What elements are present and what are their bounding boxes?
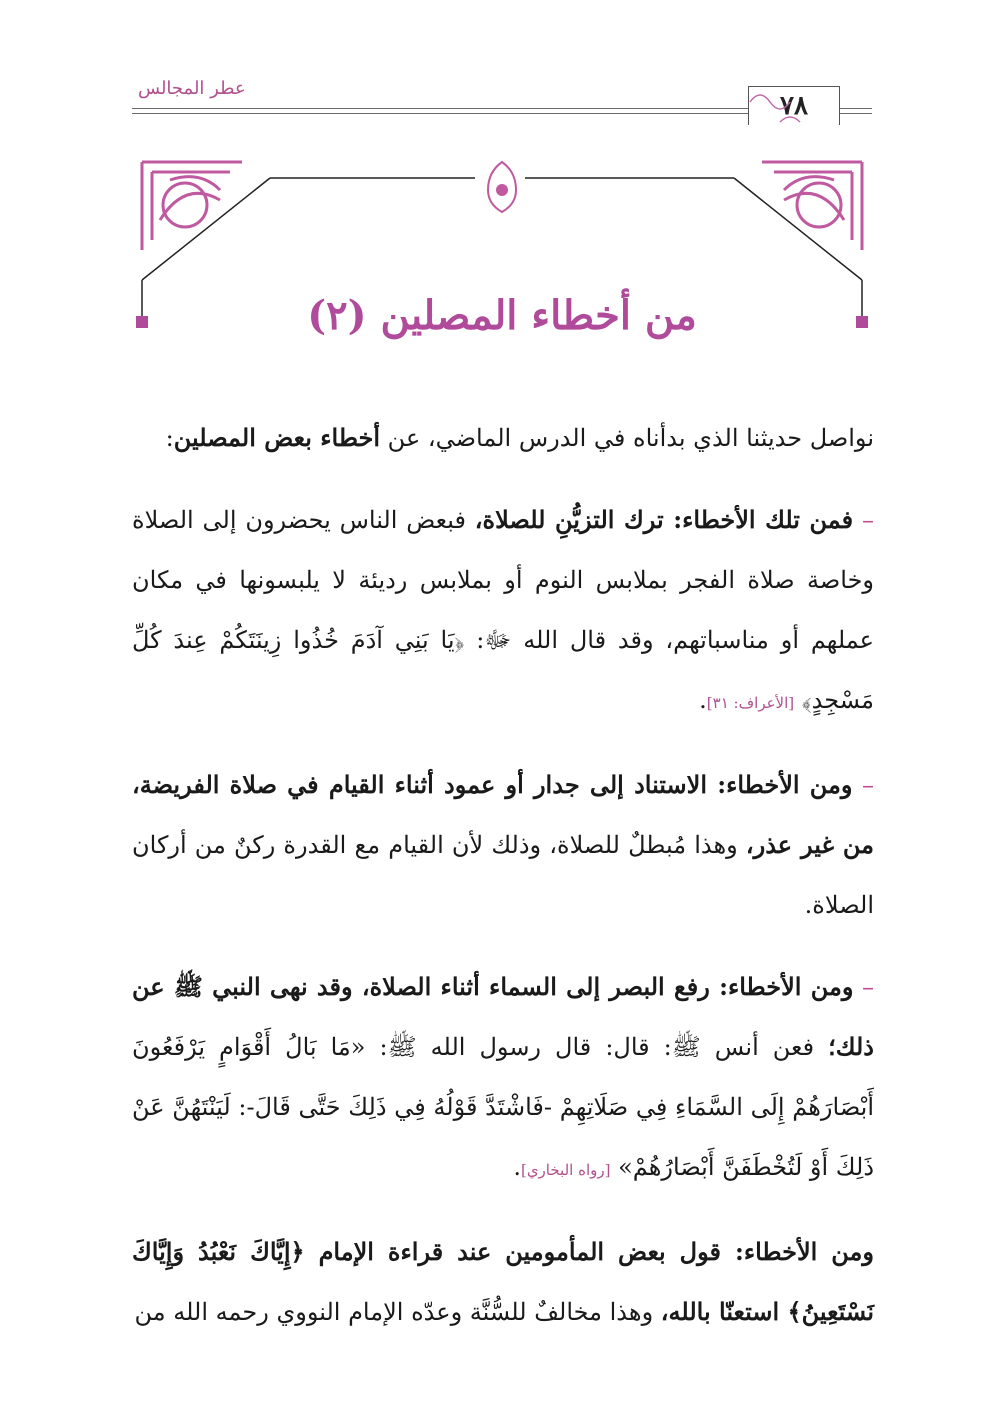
paragraph-gaze: [132, 957, 874, 1200]
page-number: ٧٨: [748, 86, 840, 125]
gaze-heading: ومن الأخطاء: رفع البصر إلى السماء أثناء الصلاة، وقد نهى النبي ﷺ عن ذلك؛: [132, 972, 874, 1061]
paragraph-istaana: [132, 1222, 874, 1342]
istaana-heading: ومن الأخطاء: قول بعض المأمومين عند قراءة الإمام ﴿إِيَّاكَ نَعْبُدُ وَإِيَّاكَ نَسْتَعِينُ﴾ استعنّا بالله،: [132, 1237, 875, 1326]
list-dash: –: [862, 771, 874, 799]
chapter-title: من أخطاء المصلين (٢): [307, 292, 697, 339]
page-body: [132, 408, 874, 1364]
quran-verse: ﴿يَا بَنِي آدَمَ خُذُوا زِينَتَكُمْ عِندَ كُلِّ مَسْجِدٍ﴾: [132, 626, 874, 714]
paragraph-leaning: [132, 755, 874, 935]
hadith-reference: [رواه البخاري]: [520, 1161, 611, 1179]
istaana-text: وهذا مخالفٌ للسُّنَّة وعدّه الإمام النووي رحمه الله من: [134, 1298, 661, 1326]
adornment-text: فبعض الناس يحضرون إلى الصلاة وخاصة صلاة الفجر بملابس النوم أو بملابس رديئة لا يلبسونها في مكان عملهم أو مناسباتهم، وقد قال الله ﷻ:: [132, 506, 874, 654]
period: .: [699, 686, 707, 714]
gaze-text: فعن أنس ﷺ: قال: قال رسول الله ﷺ:: [365, 1033, 829, 1061]
page-number-ornament-icon: [740, 82, 810, 132]
verse-reference: [الأعراف: ٣١]: [706, 694, 795, 712]
list-dash: –: [862, 973, 874, 1001]
running-header-title: عطر المجالس: [138, 78, 246, 99]
leaning-heading: ومن الأخطاء: الاستناد إلى جدار أو عمود أثناء القيام في صلاة الفريضة، من غير عذر،: [132, 770, 875, 859]
adornment-heading: فمن تلك الأخطاء: ترك التزيُّنِ للصلاة،: [474, 505, 854, 534]
paragraph-adornment: [132, 490, 874, 733]
list-dash: –: [861, 506, 874, 534]
intro-colon: :: [165, 424, 174, 452]
paragraph-intro: [132, 408, 874, 468]
intro-text: نواصل حديثنا الذي بدأناه في الدرس الماضي، عن: [380, 424, 874, 452]
hadith-text: «مَا بَالُ أَقْوَامٍ يَرْفَعُونَ أَبْصَارَهُمْ إِلَى السَّمَاءِ فِي صَلَاتِهِمْ -فَاشْتَدَّ قَوْلُهُ فِي ذَلِكَ حَتَّى قَالَ-: لَيَنْتَهُنَّ عَنْ ذَلِكَ أَوْ لَتُخْطَفَنَّ أَبْصَارُهُمْ»: [132, 1033, 874, 1181]
leaning-text: وهذا مُبطلٌ للصلاة، وذلك لأن القيام مع القدرة ركنٌ من أركان الصلاة.: [132, 831, 874, 919]
intro-bold: أخطاء بعض المصلين: [173, 423, 381, 452]
period: .: [513, 1153, 521, 1181]
